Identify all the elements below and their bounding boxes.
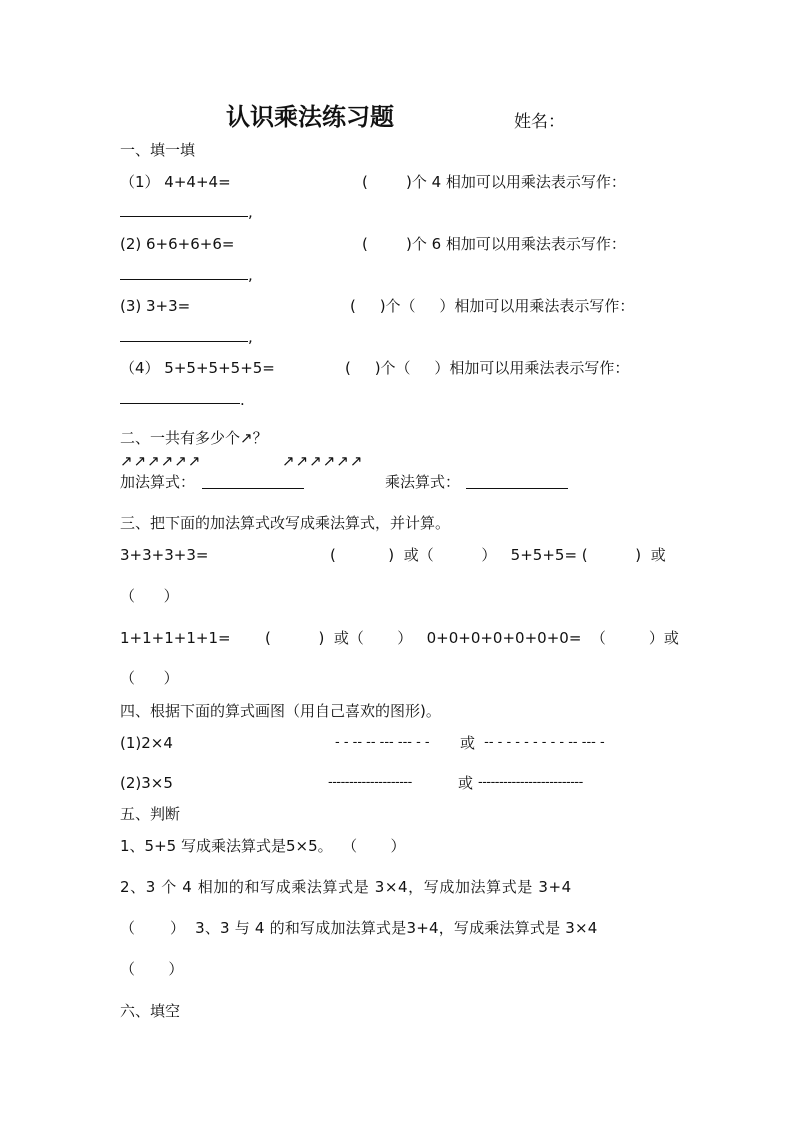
s4-q2-or: 或 [458,774,474,792]
s1-q4-tail: . [240,391,245,409]
s1-q3-stem: ( )个（ ）相加可以用乘法表示写作： [350,297,635,315]
s4-q2-dashes-b: ------------------------- [478,775,583,790]
s3-row2-expr: 1+1+1+1+1= [120,629,231,647]
multiplication-answer-line[interactable] [466,488,568,489]
s1-q1-tail: , [248,203,253,221]
s4-q1-dashes-b: -- - - - - - - - - -- --- - [480,735,605,750]
name-label: 姓名： [514,112,565,132]
s3-row2-continuation: （ ） [120,669,179,687]
s1-q2-tail: , [248,266,253,284]
s3-row1-continuation: （ ） [120,587,179,605]
s1-q1-expr: （1） 4+4+4= [120,173,231,191]
multiplication-label: 乘法算式： [385,473,461,491]
s5-line-1: 1、5+5 写成乘法算式是5×5。 （ ） [120,837,406,855]
s1-q4-expr: （4） 5+5+5+5+5= [120,359,275,377]
section-3-heading: 三、把下面的加法算式改写成乘法算式，并计算。 [120,514,451,532]
arrow-group-b: ↗↗↗↗↗↗ [282,452,364,470]
addition-answer-line[interactable] [202,488,304,489]
s1-q4-answer-line[interactable] [120,403,240,404]
addition-label: 加法算式： [120,473,196,491]
s4-q1-expr: (1)2×4 [120,734,173,752]
s5-line-2: 2、3 个 4 相加的和写成乘法算式是 3×4，写成加法算式是 3+4 [120,878,572,896]
s5-line-3: （ ） 3、3 与 4 的和写成加法算式是3+4，写成乘法算式是 3×4 [120,919,598,937]
s1-q1-answer-line[interactable] [120,216,248,217]
section-2-heading: 二、一共有多少个↗？ [120,429,268,447]
s1-q3-expr: (3) 3+3= [120,297,191,315]
section-4-heading: 四、根据下面的算式画图（用自己喜欢的图形)。 [120,702,441,720]
s4-q1-or: 或 [460,734,476,752]
s4-q2-expr: (2)3×5 [120,774,173,792]
arrow-group-a: ↗↗↗↗↗↗ [120,452,202,470]
s1-q4-stem: ( )个（ ）相加可以用乘法表示写作： [345,359,630,377]
s3-row1-expr: 3+3+3+3= [120,546,209,564]
s4-q2-dashes-a: -------------------- [328,775,412,790]
s1-q2-expr: (2) 6+6+6+6= [120,235,235,253]
section-6-heading: 六、填空 [120,1002,181,1020]
section-1-heading: 一、填一填 [120,141,196,159]
page-title: 认识乘法练习题 [226,102,394,131]
section-5-heading: 五、判断 [120,805,181,823]
s1-q3-answer-line[interactable] [120,341,248,342]
s1-q3-tail: , [248,328,253,346]
s1-q2-stem: ( )个 6 相加可以用乘法表示写作： [362,235,626,253]
s5-line-4: （ ） [120,960,184,978]
s3-row1-answers: ( ) 或（ ） 5+5+5= ( ) 或 [330,546,666,564]
s4-q1-dashes-a: - - -- -- --- --- - - [335,735,434,750]
s1-q1-stem: ( )个 4 相加可以用乘法表示写作： [362,173,626,191]
s3-row2-answers: ( ) 或（ ） 0+0+0+0+0+0+0= （ ）或 [265,629,679,647]
s1-q2-answer-line[interactable] [120,279,248,280]
